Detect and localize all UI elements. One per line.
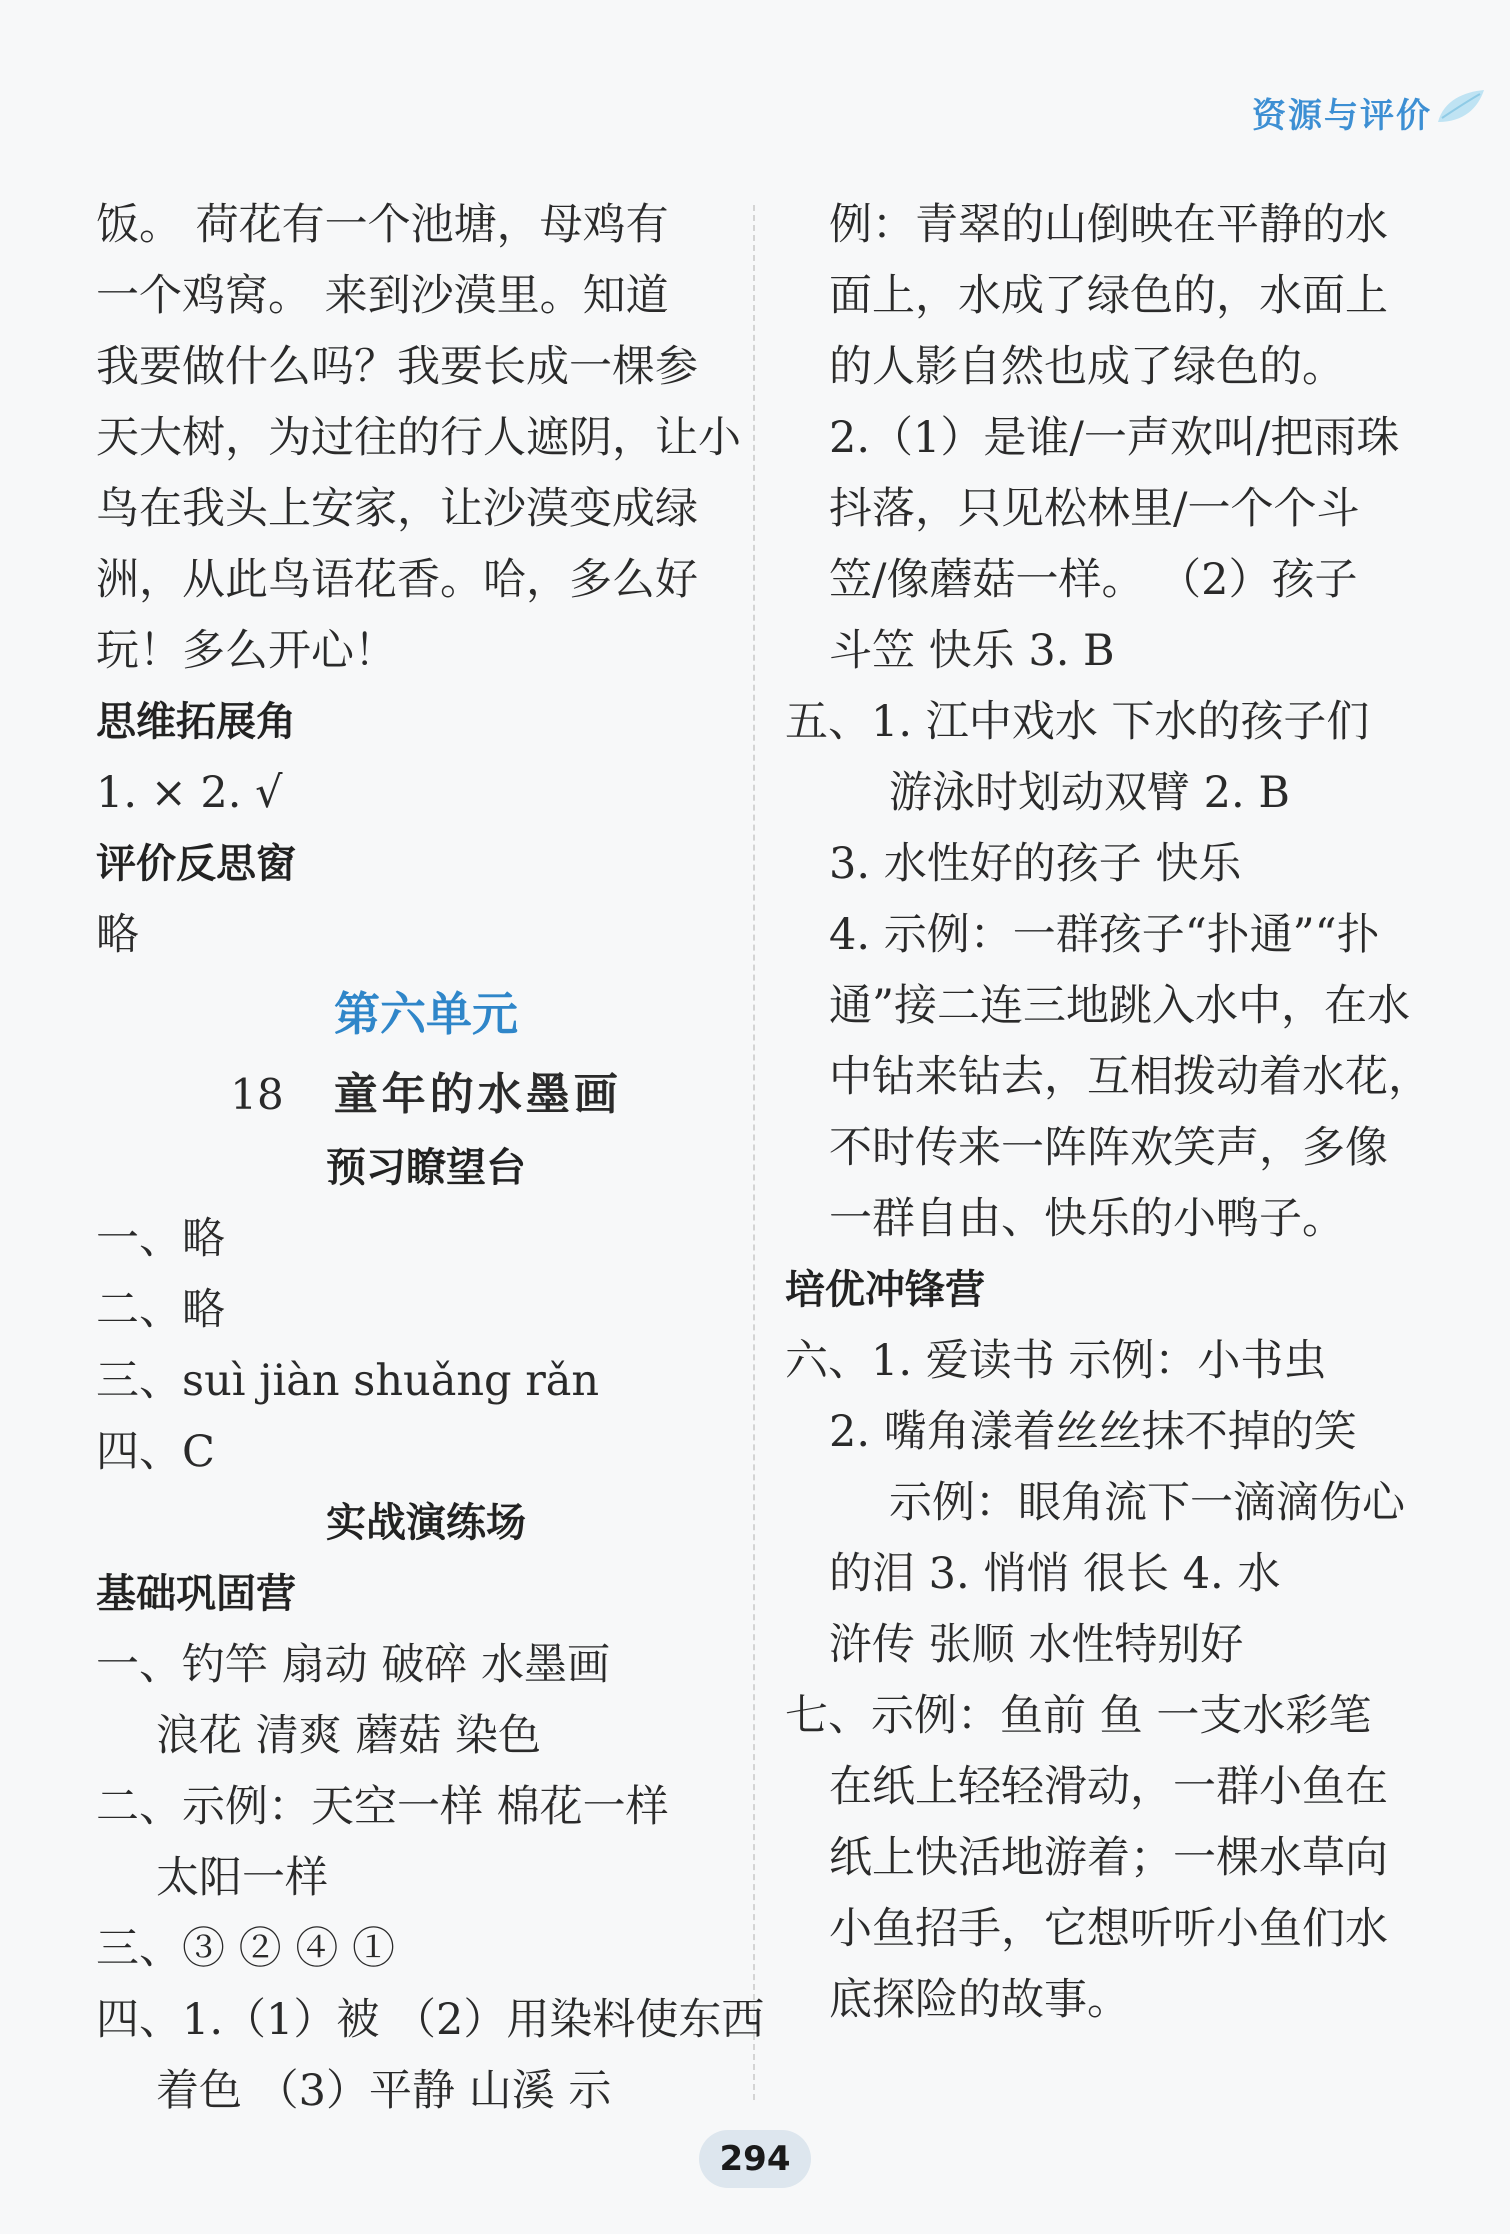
section-heading: 思维拓展角 xyxy=(96,699,296,745)
text-line: 玩！多么开心！ xyxy=(96,626,397,676)
answer-line: 底探险的故事。 xyxy=(829,1975,1130,2025)
lesson-number: 18 xyxy=(230,1070,284,1119)
section-heading: 培优冲锋营 xyxy=(785,1267,985,1313)
answer-line: 的泪 3. 悄悄 很长 4. 水 xyxy=(829,1549,1281,1599)
answer-line: 示例：眼角流下一滴滴伤心 xyxy=(889,1478,1405,1528)
answer-line: 小鱼招手，它想听听小鱼们水 xyxy=(829,1904,1388,1954)
answer-line: 三、③ ② ④ ① xyxy=(96,1924,396,1974)
answer-line: 六、1. 爱读书 示例：小书虫 xyxy=(785,1336,1327,1386)
unit-title: 第六单元 xyxy=(334,987,518,1041)
section-heading: 实战演练场 xyxy=(326,1500,526,1546)
lesson-name: 童年的水墨画 xyxy=(333,1069,622,1120)
answer-line: 在纸上轻轻滑动，一群小鱼在 xyxy=(829,1762,1388,1812)
text-line: 洲，从此鸟语花香。哈，多么好 xyxy=(96,555,698,605)
answer-line: 略 xyxy=(96,910,139,960)
lesson-title xyxy=(96,1057,756,1133)
text-line: 天大树，为过往的行人遮阴，让小 xyxy=(96,413,741,463)
answer-line: 一群自由、快乐的小鸭子。 xyxy=(829,1194,1345,1244)
answer-line: 2.（1）是谁/一声欢叫/把雨珠 xyxy=(829,413,1400,463)
answer-line: 四、C xyxy=(96,1427,215,1477)
header-brand: 资源与评价 xyxy=(1252,96,1432,136)
answer-line: 3. 水性好的孩子 快乐 xyxy=(829,839,1242,889)
answer-line: 浒传 张顺 水性特别好 xyxy=(829,1620,1244,1670)
answer-line: 浪花 清爽 蘑菇 染色 xyxy=(156,1711,542,1761)
answer-line: 游泳时划动双臂 2. B xyxy=(889,768,1290,818)
answer-line: 2. 嘴角漾着丝丝抹不掉的笑 xyxy=(829,1407,1357,1457)
left-column xyxy=(96,190,765,2127)
answer-line: 纸上快活地游着；一棵水草向 xyxy=(829,1833,1388,1883)
section-heading: 评价反思窗 xyxy=(96,841,296,887)
answer-line: 的人影自然也成了绿色的。 xyxy=(829,342,1345,392)
answer-line: 二、略 xyxy=(96,1285,225,1335)
answer-line: 三、suì jiàn shuǎng rǎn xyxy=(96,1356,600,1406)
answer-line: 中钻来钻去，互相拨动着水花， xyxy=(829,1052,1431,1102)
text-line: 一个鸡窝。 来到沙漠里。知道 xyxy=(96,271,669,321)
text-line: 饭。 荷花有一个池塘，母鸡有 xyxy=(96,200,669,250)
answer-line: 一、略 xyxy=(96,1214,225,1264)
leaf-decoration-icon xyxy=(1430,82,1490,142)
answer-line: 不时传来一阵阵欢笑声，多像 xyxy=(829,1123,1388,1173)
right-column xyxy=(785,190,1435,2036)
answer-line: 二、示例：天空一样 棉花一样 xyxy=(96,1782,669,1832)
answer-line: 四、1.（1）被 （2）用染料使东西 xyxy=(96,1995,765,2045)
answer-line: 笠/像蘑菇一样。 （2）孩子 xyxy=(829,555,1358,605)
text-line: 我要做什么吗？我要长成一棵参 xyxy=(96,342,698,392)
answer-line: 1. × 2. √ xyxy=(96,768,283,818)
answer-line: 抖落，只见松林里/一个个斗 xyxy=(829,484,1360,534)
page-number: 294 xyxy=(699,2130,811,2188)
section-heading: 预习瞭望台 xyxy=(326,1145,526,1191)
answer-line: 面上，水成了绿色的，水面上 xyxy=(829,271,1388,321)
answer-line: 一、钓竿 扇动 破碎 水墨画 xyxy=(96,1640,611,1690)
answer-line: 斗笠 快乐 3. B xyxy=(829,626,1115,676)
answer-line: 例：青翠的山倒映在平静的水 xyxy=(829,200,1388,250)
text-line: 鸟在我头上安家，让沙漠变成绿 xyxy=(96,484,698,534)
answer-line: 七、示例：鱼前 鱼 一支水彩笔 xyxy=(785,1691,1372,1741)
answer-line: 着色 （3）平静 山溪 示 xyxy=(156,2066,612,2116)
answer-line: 太阳一样 xyxy=(156,1853,328,1903)
answer-line: 通”接二连三地跳入水中，在水 xyxy=(829,981,1410,1031)
answer-line: 五、1. 江中戏水 下水的孩子们 xyxy=(785,697,1370,747)
answer-line: 4. 示例：一群孩子“扑通”“扑 xyxy=(829,910,1380,960)
section-heading: 基础巩固营 xyxy=(96,1571,296,1617)
